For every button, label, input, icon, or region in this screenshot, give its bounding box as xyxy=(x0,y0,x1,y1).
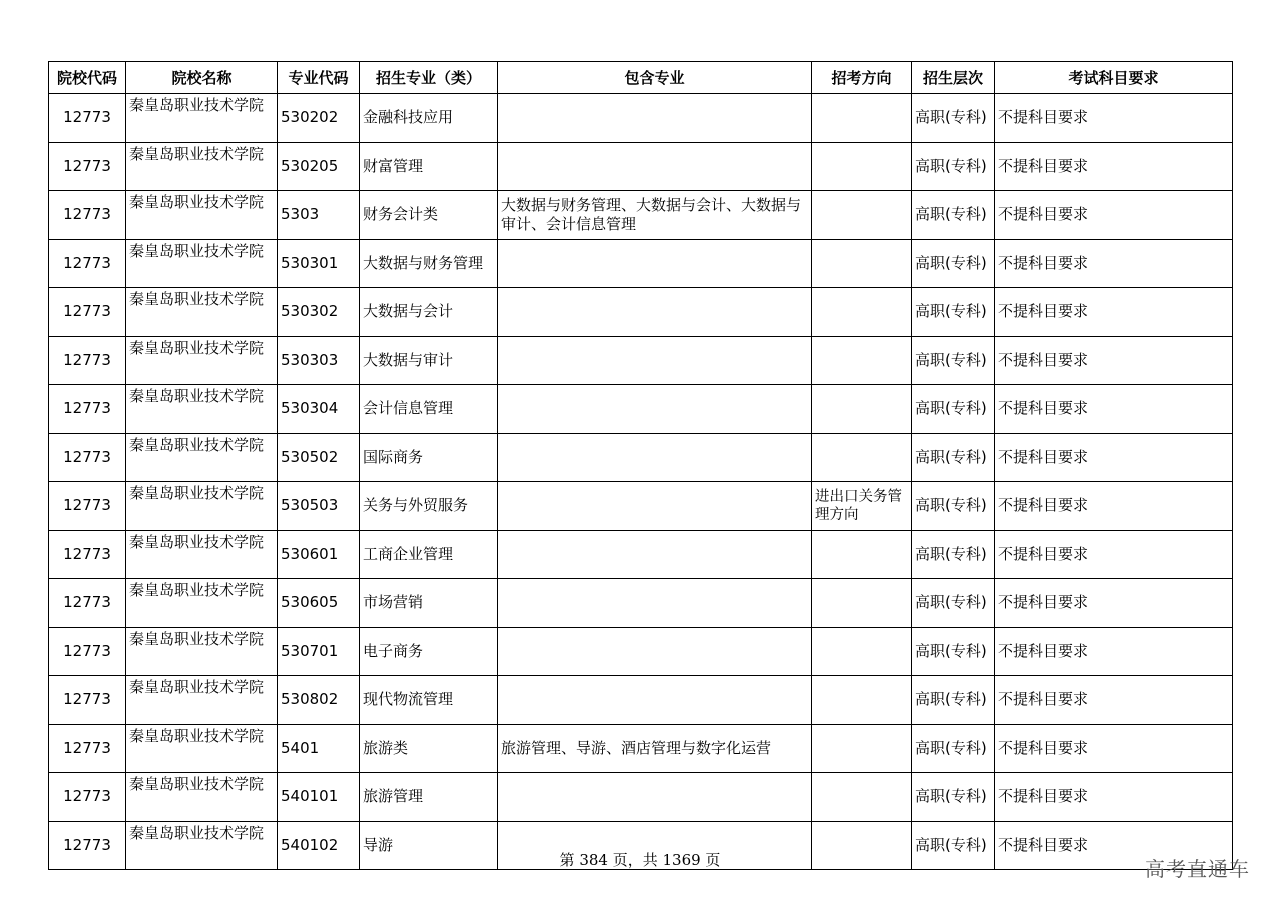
major-code-cell: 540101 xyxy=(278,773,360,822)
direction-cell xyxy=(812,239,912,288)
school-name-cell: 秦皇岛职业技术学院 xyxy=(126,336,278,385)
watermark: 高考直通车 xyxy=(1145,857,1250,881)
table-row xyxy=(49,530,1233,579)
major-cell: 金融科技应用 xyxy=(360,94,498,143)
included-majors-cell xyxy=(498,433,812,482)
major-code-cell: 530601 xyxy=(278,530,360,579)
requirement-cell: 不提科目要求 xyxy=(995,239,1233,288)
table-row xyxy=(49,336,1233,385)
school-code-cell: 12773 xyxy=(49,482,126,531)
major-code-cell: 530205 xyxy=(278,142,360,191)
included-majors-cell: 大数据与财务管理、大数据与会计、大数据与审计、会计信息管理 xyxy=(498,191,812,240)
included-majors-cell: 旅游管理、导游、酒店管理与数字化运营 xyxy=(498,724,812,773)
major-cell: 旅游类 xyxy=(360,724,498,773)
direction-cell xyxy=(812,142,912,191)
requirement-cell: 不提科目要求 xyxy=(995,94,1233,143)
included-majors-cell xyxy=(498,579,812,628)
major-cell: 市场营销 xyxy=(360,579,498,628)
level-cell: 高职(专科) xyxy=(912,821,995,870)
major-code-cell: 530701 xyxy=(278,627,360,676)
school-code-cell: 12773 xyxy=(49,239,126,288)
school-name-cell: 秦皇岛职业技术学院 xyxy=(126,530,278,579)
school-code-cell: 12773 xyxy=(49,821,126,870)
direction-cell xyxy=(812,530,912,579)
school-code-cell: 12773 xyxy=(49,191,126,240)
included-majors-cell xyxy=(498,288,812,337)
level-cell: 高职(专科) xyxy=(912,482,995,531)
table-row xyxy=(49,482,1233,531)
requirement-cell: 不提科目要求 xyxy=(995,579,1233,628)
major-cell: 工商企业管理 xyxy=(360,530,498,579)
level-cell: 高职(专科) xyxy=(912,627,995,676)
included-majors-cell xyxy=(498,94,812,143)
direction-cell: 进出口关务管理方向 xyxy=(812,482,912,531)
level-cell: 高职(专科) xyxy=(912,676,995,725)
header-major-code: 专业代码 xyxy=(278,62,360,94)
school-code-cell: 12773 xyxy=(49,336,126,385)
direction-cell xyxy=(812,773,912,822)
table-row xyxy=(49,627,1233,676)
requirement-cell: 不提科目要求 xyxy=(995,530,1233,579)
level-cell: 高职(专科) xyxy=(912,142,995,191)
school-name-cell: 秦皇岛职业技术学院 xyxy=(126,94,278,143)
school-name-cell: 秦皇岛职业技术学院 xyxy=(126,773,278,822)
header-level: 招生层次 xyxy=(912,62,995,94)
header-direction: 招考方向 xyxy=(812,62,912,94)
major-code-cell: 530503 xyxy=(278,482,360,531)
level-cell: 高职(专科) xyxy=(912,336,995,385)
level-cell: 高职(专科) xyxy=(912,385,995,434)
direction-cell xyxy=(812,627,912,676)
level-cell: 高职(专科) xyxy=(912,94,995,143)
major-cell: 大数据与会计 xyxy=(360,288,498,337)
school-code-cell: 12773 xyxy=(49,142,126,191)
table-row xyxy=(49,676,1233,725)
school-code-cell: 12773 xyxy=(49,530,126,579)
major-cell: 大数据与审计 xyxy=(360,336,498,385)
header-school-code: 院校代码 xyxy=(49,62,126,94)
table-row xyxy=(49,579,1233,628)
included-majors-cell xyxy=(498,482,812,531)
direction-cell xyxy=(812,191,912,240)
school-name-cell: 秦皇岛职业技术学院 xyxy=(126,142,278,191)
major-cell: 现代物流管理 xyxy=(360,676,498,725)
school-code-cell: 12773 xyxy=(49,385,126,434)
school-code-cell: 12773 xyxy=(49,94,126,143)
header-school-name: 院校名称 xyxy=(126,62,278,94)
major-cell: 国际商务 xyxy=(360,433,498,482)
direction-cell xyxy=(812,579,912,628)
school-name-cell: 秦皇岛职业技术学院 xyxy=(126,627,278,676)
direction-cell xyxy=(812,288,912,337)
school-code-cell: 12773 xyxy=(49,724,126,773)
table-row xyxy=(49,288,1233,337)
school-name-cell: 秦皇岛职业技术学院 xyxy=(126,482,278,531)
major-cell: 财富管理 xyxy=(360,142,498,191)
major-code-cell: 5401 xyxy=(278,724,360,773)
header-row xyxy=(49,62,1233,94)
table-row xyxy=(49,773,1233,822)
direction-cell xyxy=(812,336,912,385)
requirement-cell: 不提科目要求 xyxy=(995,676,1233,725)
direction-cell xyxy=(812,433,912,482)
requirement-cell: 不提科目要求 xyxy=(995,724,1233,773)
requirement-cell: 不提科目要求 xyxy=(995,142,1233,191)
page-number-footer: 第 384 页，共 1369 页 xyxy=(559,851,721,869)
included-majors-cell xyxy=(498,530,812,579)
header-included-majors: 包含专业 xyxy=(498,62,812,94)
level-cell: 高职(专科) xyxy=(912,724,995,773)
direction-cell xyxy=(812,676,912,725)
major-code-cell: 530502 xyxy=(278,433,360,482)
requirement-cell: 不提科目要求 xyxy=(995,288,1233,337)
table-row xyxy=(49,94,1233,143)
school-code-cell: 12773 xyxy=(49,676,126,725)
major-cell: 电子商务 xyxy=(360,627,498,676)
table-row xyxy=(49,433,1233,482)
requirement-cell: 不提科目要求 xyxy=(995,821,1233,870)
major-code-cell: 530202 xyxy=(278,94,360,143)
school-code-cell: 12773 xyxy=(49,288,126,337)
requirement-cell: 不提科目要求 xyxy=(995,627,1233,676)
major-code-cell: 530802 xyxy=(278,676,360,725)
school-name-cell: 秦皇岛职业技术学院 xyxy=(126,579,278,628)
major-code-cell: 530303 xyxy=(278,336,360,385)
level-cell: 高职(专科) xyxy=(912,773,995,822)
major-cell: 财务会计类 xyxy=(360,191,498,240)
requirement-cell: 不提科目要求 xyxy=(995,773,1233,822)
table-row xyxy=(49,385,1233,434)
school-code-cell: 12773 xyxy=(49,773,126,822)
major-cell: 导游 xyxy=(360,821,498,870)
table-row xyxy=(49,239,1233,288)
major-cell: 大数据与财务管理 xyxy=(360,239,498,288)
included-majors-cell xyxy=(498,773,812,822)
included-majors-cell xyxy=(498,676,812,725)
table-row xyxy=(49,142,1233,191)
major-code-cell: 530304 xyxy=(278,385,360,434)
major-code-cell: 530605 xyxy=(278,579,360,628)
level-cell: 高职(专科) xyxy=(912,433,995,482)
major-code-cell: 540102 xyxy=(278,821,360,870)
major-code-cell: 5303 xyxy=(278,191,360,240)
level-cell: 高职(专科) xyxy=(912,288,995,337)
major-cell: 关务与外贸服务 xyxy=(360,482,498,531)
school-name-cell: 秦皇岛职业技术学院 xyxy=(126,385,278,434)
school-name-cell: 秦皇岛职业技术学院 xyxy=(126,821,278,870)
level-cell: 高职(专科) xyxy=(912,239,995,288)
school-name-cell: 秦皇岛职业技术学院 xyxy=(126,288,278,337)
admissions-table xyxy=(48,61,1233,870)
requirement-cell: 不提科目要求 xyxy=(995,482,1233,531)
direction-cell xyxy=(812,94,912,143)
major-cell: 旅游管理 xyxy=(360,773,498,822)
major-code-cell: 530302 xyxy=(278,288,360,337)
table-row xyxy=(49,191,1233,240)
included-majors-cell xyxy=(498,142,812,191)
level-cell: 高职(专科) xyxy=(912,530,995,579)
school-name-cell: 秦皇岛职业技术学院 xyxy=(126,239,278,288)
direction-cell xyxy=(812,385,912,434)
header-major: 招生专业（类） xyxy=(360,62,498,94)
included-majors-cell xyxy=(498,627,812,676)
included-majors-cell xyxy=(498,336,812,385)
requirement-cell: 不提科目要求 xyxy=(995,433,1233,482)
school-name-cell: 秦皇岛职业技术学院 xyxy=(126,676,278,725)
school-name-cell: 秦皇岛职业技术学院 xyxy=(126,191,278,240)
school-name-cell: 秦皇岛职业技术学院 xyxy=(126,724,278,773)
included-majors-cell xyxy=(498,385,812,434)
major-cell: 会计信息管理 xyxy=(360,385,498,434)
school-code-cell: 12773 xyxy=(49,579,126,628)
requirement-cell: 不提科目要求 xyxy=(995,336,1233,385)
requirement-cell: 不提科目要求 xyxy=(995,191,1233,240)
school-code-cell: 12773 xyxy=(49,627,126,676)
table-row xyxy=(49,724,1233,773)
header-requirement: 考试科目要求 xyxy=(995,62,1233,94)
level-cell: 高职(专科) xyxy=(912,191,995,240)
direction-cell xyxy=(812,724,912,773)
level-cell: 高职(专科) xyxy=(912,579,995,628)
school-code-cell: 12773 xyxy=(49,433,126,482)
requirement-cell: 不提科目要求 xyxy=(995,385,1233,434)
included-majors-cell xyxy=(498,239,812,288)
major-code-cell: 530301 xyxy=(278,239,360,288)
school-name-cell: 秦皇岛职业技术学院 xyxy=(126,433,278,482)
